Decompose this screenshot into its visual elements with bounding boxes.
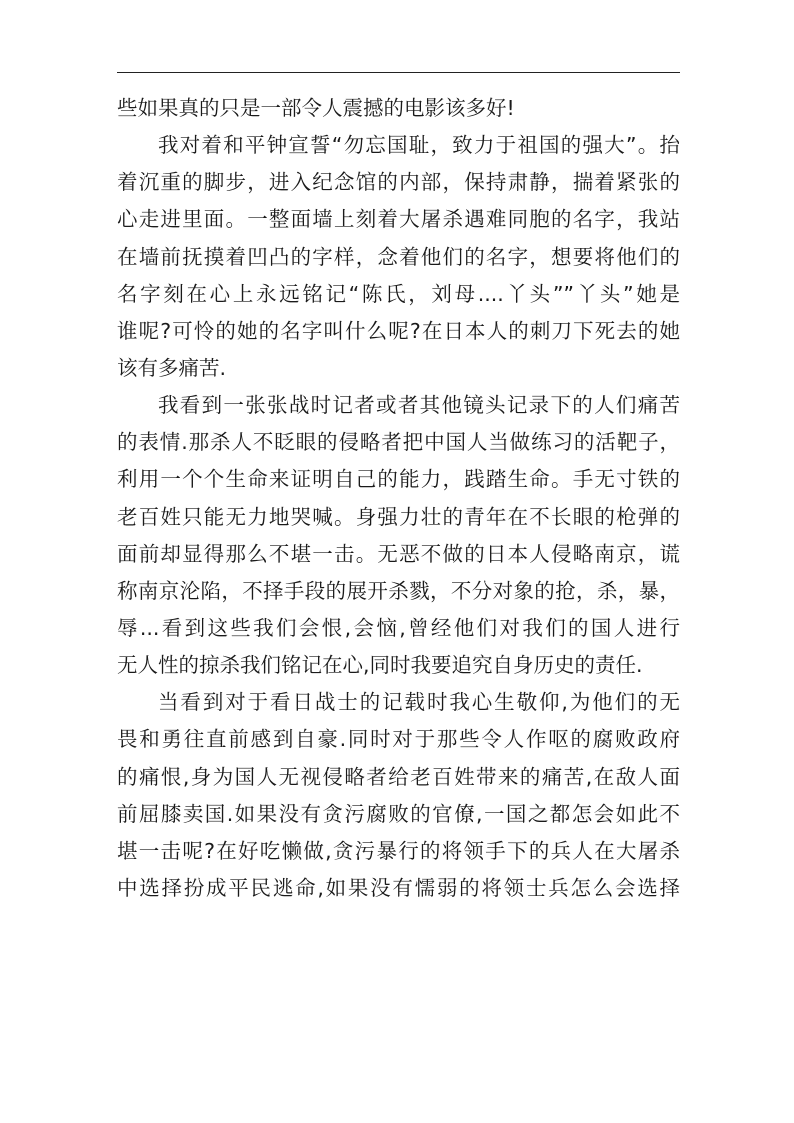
- text-line: 辱...看到这些我们会恨,会恼,曾经他们对我们的国人进行: [117, 615, 680, 640]
- text-line: 在墙前抚摸着凹凸的字样，念着他们的名字，想要将他们的: [117, 244, 680, 269]
- text-line: 当看到对于看日战士的记载时我心生敬仰,为他们的无: [158, 690, 680, 715]
- text-line: 的痛恨,身为国人无视侵略者给老百姓带来的痛苦,在敌人面: [117, 764, 680, 789]
- header-rule: [117, 72, 680, 73]
- text-line: 谁呢?可怜的她的名字叫什么呢?在日本人的刺刀下死去的她: [117, 318, 680, 343]
- text-line: 我对着和平钟宣誓“勿忘国耻，致力于祖国的强大”。抬: [158, 133, 680, 158]
- text-line: 无人性的掠杀我们铭记在心,同时我要追究自身历史的责任.: [117, 653, 643, 678]
- text-line: 前屈膝卖国.如果没有贪污腐败的官僚,一国之都怎会如此不: [117, 801, 680, 826]
- text-line: 名字刻在心上永远铭记“陈氏，刘母....丫头””丫头”她是: [117, 281, 680, 306]
- text-line: 中选择扮成平民逃命,如果没有懦弱的将领士兵怎么会选择: [117, 875, 680, 900]
- text-line: 的表情.那杀人不眨眼的侵略者把中国人当做练习的活靶子，: [117, 430, 680, 455]
- text-line: 畏和勇往直前感到自豪.同时对于那些令人作呕的腐败政府: [117, 727, 680, 752]
- text-line: 利用一个个生命来证明自己的能力，践踏生命。手无寸铁的: [117, 467, 680, 492]
- text-line: 老百姓只能无力地哭喊。身强力壮的青年在不长眼的枪弹的: [117, 504, 680, 529]
- body-text: [117, 90, 680, 907]
- text-line: 该有多痛苦.: [117, 355, 227, 380]
- text-line: 我看到一张张战时记者或者其他镜头记录下的人们痛苦: [158, 393, 680, 418]
- text-line: 称南京沦陷，不择手段的展开杀戮，不分对象的抢，杀，暴，: [117, 578, 680, 603]
- text-line: 面前却显得那么不堪一击。无恶不做的日本人侵略南京，谎: [117, 541, 680, 566]
- text-line: 着沉重的脚步，进入纪念馆的内部，保持肃静，揣着紧张的: [117, 170, 680, 195]
- text-line: 心走进里面。一整面墙上刻着大屠杀遇难同胞的名字，我站: [117, 207, 680, 232]
- text-line: 堪一击呢?在好吃懒做,贪污暴行的将领手下的兵人在大屠杀: [117, 838, 680, 863]
- text-line: 些如果真的只是一部令人震撼的电影该多好!: [117, 96, 515, 120]
